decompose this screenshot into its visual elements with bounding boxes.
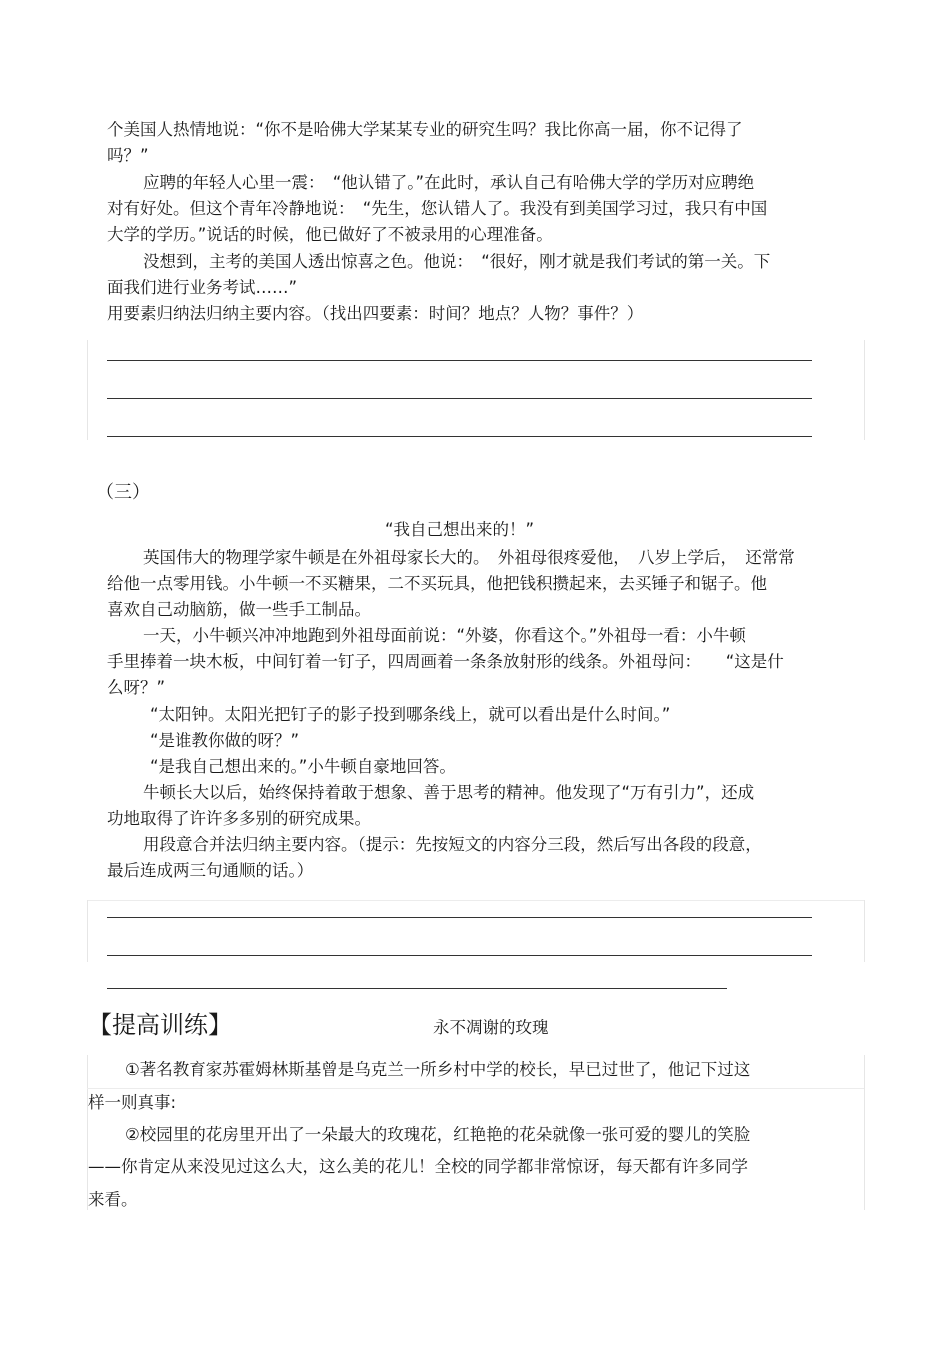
text-line: 面我们进行业务考试……” (107, 278, 298, 297)
text-line: 没想到，主考的美国人透出惊喜之色。他说： “很好，刚才就是我们考试的第一关。下 (143, 252, 771, 271)
text-line: 给他一点零用钱。小牛顿一不买糖果，二不买玩具，他把钱积攒起来，去买锤子和锯子。他 (107, 574, 767, 593)
passage-title: 永不凋谢的玫瑰 (433, 1018, 549, 1037)
answer-line[interactable] (107, 398, 812, 399)
text-line: 吗？” (107, 146, 149, 165)
text-box-border (87, 1055, 88, 1210)
text-line: ——你肯定从来没见过这么大，这么美的花儿！全校的同学都非常惊讶，每天都有许多同学 (88, 1157, 748, 1176)
text-line: 手里捧着一块木板，中间钉着一钉子，四周画着一条条放射形的线条。外祖母问： “这是什 (107, 652, 784, 671)
answer-line[interactable] (107, 955, 812, 956)
text-line: 么呀？” (107, 678, 166, 697)
answer-line[interactable] (107, 436, 812, 437)
text-line: 应聘的年轻人心里一震： “他认错了。”在此时，承认自己有哈佛大学的学历对应聘绝 (143, 173, 755, 192)
text-box-border (87, 1088, 864, 1089)
text-line: 英国伟大的物理学家牛顿是在外祖母家长大的。 外祖母很疼爱他， 八岁上学后， 还常常 (143, 548, 795, 567)
text-line: 大学的学历。”说话的时候，他已做好了不被录用的心理准备。 (107, 225, 553, 244)
question-prompt: 用段意合并法归纳主要内容。（提示：先按短文的内容分三段，然后写出各段的段意， (143, 835, 762, 854)
section-label: （三） (96, 482, 150, 503)
text-line: 来看。 (88, 1190, 138, 1209)
text-line: 对有好处。但这个青年冷静地说： “先生，您认错人了。我没有到美国学习过，我只有中国 (107, 199, 768, 218)
answer-box-border (864, 340, 865, 440)
question-prompt: 最后连成两三句通顺的话。） (107, 861, 314, 880)
answer-line[interactable] (107, 917, 812, 918)
text-line: ①著名教育家苏霍姆林斯基曾是乌克兰一所乡村中学的校长，早已过世了，他记下过这 (125, 1060, 751, 1079)
answer-box-border (87, 340, 88, 440)
text-line: 一天，小牛顿兴冲冲地跑到外祖母面前说：“外婆，你看这个。”外祖母一看：小牛顿 (143, 626, 746, 645)
text-line: 牛顿长大以后，始终保持着敢于想象、善于思考的精神。他发现了“万有引力”，还成 (143, 783, 755, 802)
answer-line[interactable] (107, 360, 812, 361)
text-line: “是谁教你做的呀？” (150, 731, 300, 750)
text-line: 功地取得了许许多多别的研究成果。 (107, 809, 371, 828)
answer-box-border (864, 900, 865, 962)
text-line: 个美国人热情地说：“你不是哈佛大学某某专业的研究生吗？我比你高一届，你不记得了 (107, 120, 743, 139)
text-line: ②校园里的花房里开出了一朵最大的玫瑰花，红艳艳的花朵就像一张可爱的婴儿的笑脸 (125, 1125, 751, 1144)
text-line: “是我自己想出来的。”小牛顿自豪地回答。 (150, 757, 456, 776)
text-line: 喜欢自己动脑筋，做一些手工制品。 (107, 600, 371, 619)
text-line: “太阳钟。太阳光把钉子的影子投到哪条线上，就可以看出是什么时间。” (150, 705, 671, 724)
passage-title: “我自己想出来的！” (385, 520, 535, 539)
question-prompt: 用要素归纳法归纳主要内容。（找出四要素：时间？地点？人物？事件？） (107, 304, 644, 323)
answer-line[interactable] (107, 988, 727, 989)
answer-box-border (87, 900, 864, 901)
text-box-border (864, 1055, 865, 1210)
text-line: 样一则真事: (88, 1093, 177, 1112)
answer-box-border (87, 900, 88, 962)
section-heading: 【提高训练】 (88, 1011, 232, 1039)
